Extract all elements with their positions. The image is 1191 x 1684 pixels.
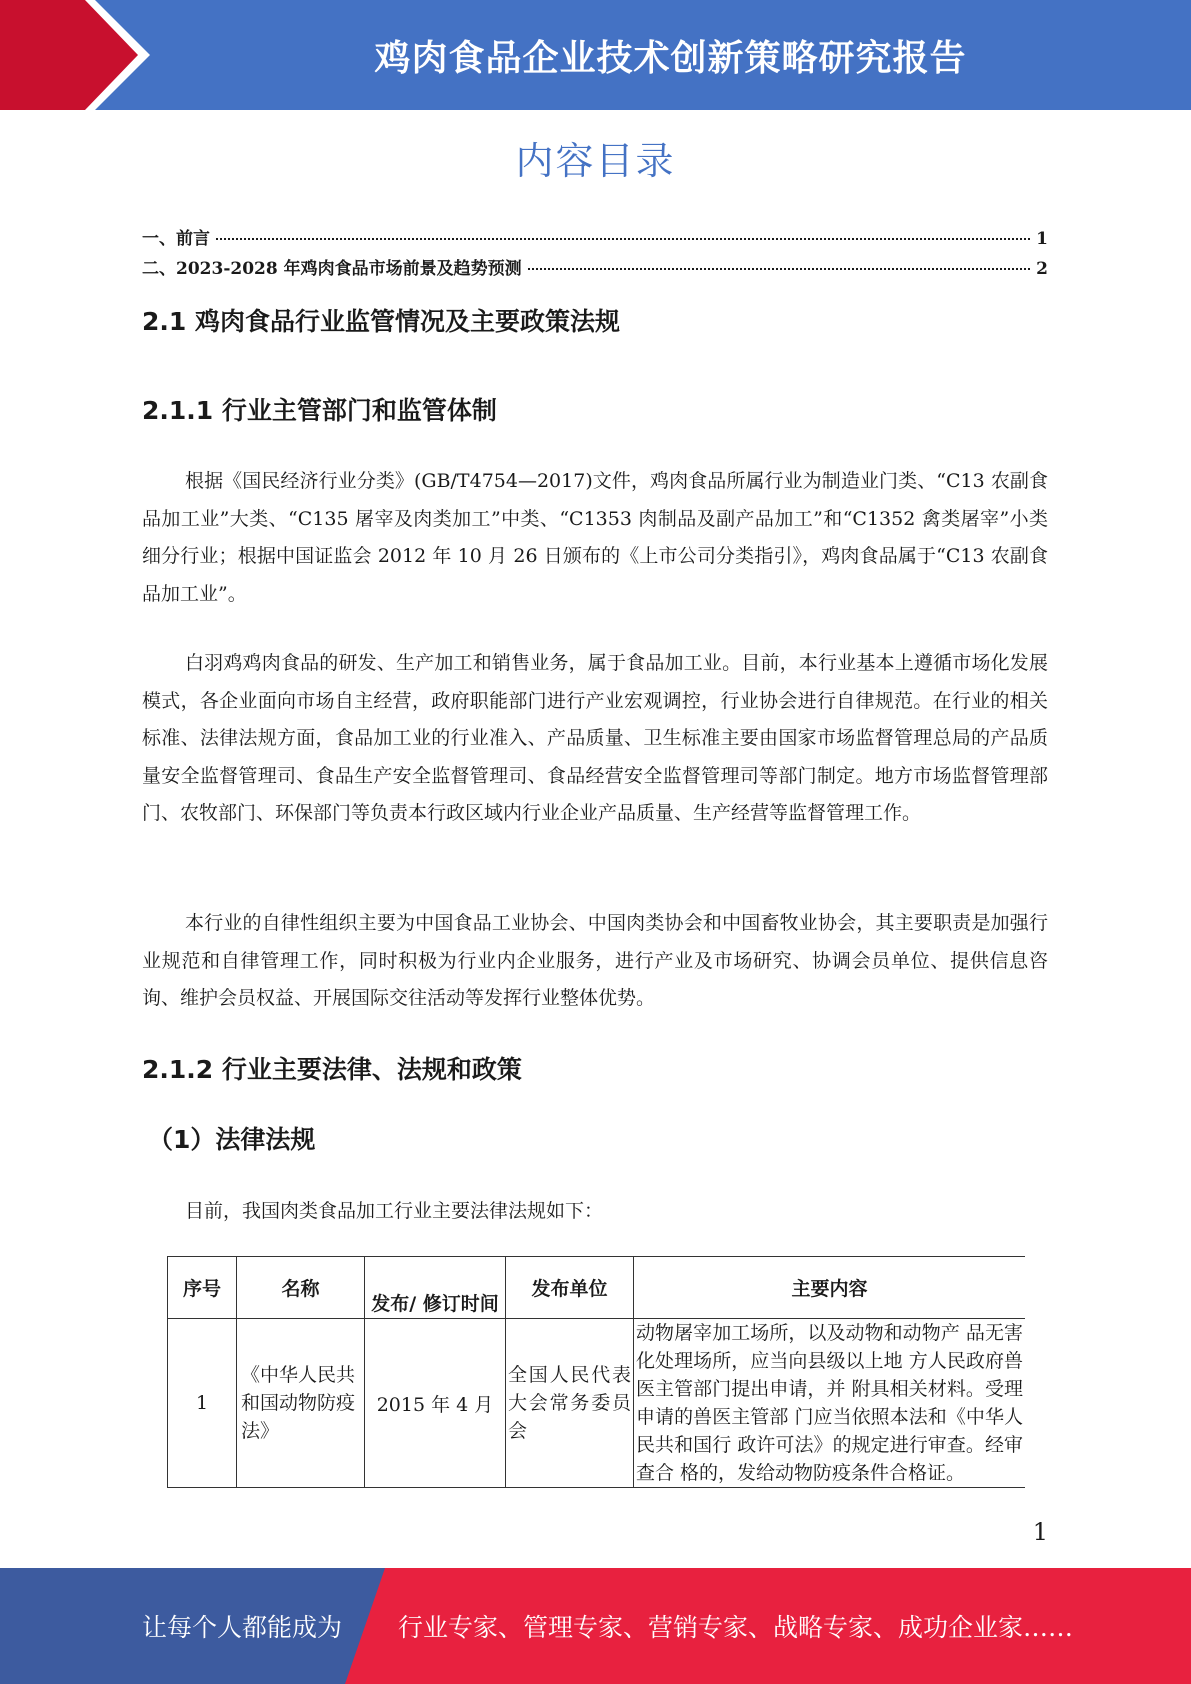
header-arrow-decoration [0, 0, 150, 110]
table-row [168, 1319, 1026, 1488]
subsection-heading: 2.1.1 行业主管部门和监管体制 [142, 396, 497, 425]
paragraph: 白羽鸡鸡肉食品的研发、生产加工和销售业务，属于食品加工业。目前，本行业基本上遵循市场化发展模式，各企业面向市场自主经营，政府职能部门进行产业宏观调控，行业协会进行自律规范。在行业的相关标准、法律法规方面，食品加工业的行业准入、产品质量、卫生标准主要由国家市场监督管理总局的产品质量安全监督管理司、食品生产安全监督管理司、食品经营安全监督管理司等部门制定。地方市场监督管理部门、农牧部门、环保部门等负责本行政区域内行业企业产品质量、生产经营等监督管理工作。 [142, 652, 1048, 824]
paragraph: 目前，我国肉类食品加工行业主要法律法规如下： [185, 1200, 604, 1222]
footer-slogan-right: 行业专家、管理专家、营销专家、战略专家、成功企业家…… [398, 1613, 1074, 1642]
report-title: 鸡肉食品企业技术创新策略研究报告 [374, 37, 967, 79]
table-header-row [168, 1257, 1026, 1319]
column-header-name: 名称 [237, 1257, 365, 1319]
column-header-date: 发布/ 修订时间 [365, 1257, 506, 1319]
cell-issuer: 全国人民代表大会常务委员会 [506, 1319, 634, 1488]
column-header-no: 序号 [168, 1257, 237, 1319]
cell-no: 1 [168, 1319, 237, 1488]
paragraph: 根据《国民经济行业分类》(GB/T4754—2017)文件，鸡肉食品所属行业为制造业门类、“C13 农副食品加工业”大类、“C135 屠宰及肉类加工”中类、“C1353 肉制品及副产品加工”和“C1352 禽类屠宰”小类细分行业；根据中国证监会 2012 年 10 月 26 日颁布的《上市公司分类指引》，鸡肉食品属于“C13 农副食品加工业”。 [142, 470, 1048, 605]
toc-leader-dots [528, 268, 1031, 270]
toc-entry[interactable] [142, 254, 1048, 282]
toc-title: 内容目录 [515, 139, 676, 183]
toc-entry-label: 一、前言 [142, 229, 210, 249]
footer-slogan-left: 让每个人都能成为 [142, 1613, 343, 1642]
cell-name: 《中华人民共和国动物防疫法》 [237, 1319, 365, 1488]
law-table-container [167, 1256, 1025, 1508]
law-table [167, 1256, 1025, 1488]
page-number: 1 [1032, 1518, 1048, 1546]
toc-entry-label: 二、2023-2028 年鸡肉食品市场前景及趋势预测 [142, 259, 522, 279]
paragraph: 本行业的自律性组织主要为中国食品工业协会、中国肉类协会和中国畜牧业协会，其主要职责是加强行业规范和自律管理工作，同时积极为行业内企业服务，进行产业及市场研究、协调会员单位、提供信息咨询、维护会员权益、开展国际交往活动等发挥行业整体优势。 [142, 912, 1048, 1009]
subsection-heading: 2.1.2 行业主要法律、法规和政策 [142, 1055, 522, 1084]
toc-entry-page: 2 [1036, 259, 1048, 279]
cell-content: 动物屠宰加工场所，以及动物和动物产 品无害化处理场所，应当向县级以上地 方人民政府兽医主管部门提出申请，并 附具相关材料。受理申请的兽医主管部 门应当依照本法和《中华人民共和国行 政许可法》的规定进行审查。经审查合 格的，发给动物防疫条件合格证。 [634, 1319, 1026, 1488]
column-header-content: 主要内容 [634, 1257, 1026, 1319]
law-heading: （1）法律法规 [148, 1125, 316, 1154]
section-heading: 2.1 鸡肉食品行业监管情况及主要政策法规 [142, 307, 620, 336]
toc-entry-page: 1 [1036, 229, 1048, 249]
cell-date: 2015 年 4 月 [365, 1319, 506, 1488]
toc-entry[interactable] [142, 224, 1048, 252]
column-header-issuer: 发布单位 [506, 1257, 634, 1319]
toc-leader-dots [216, 238, 1030, 240]
